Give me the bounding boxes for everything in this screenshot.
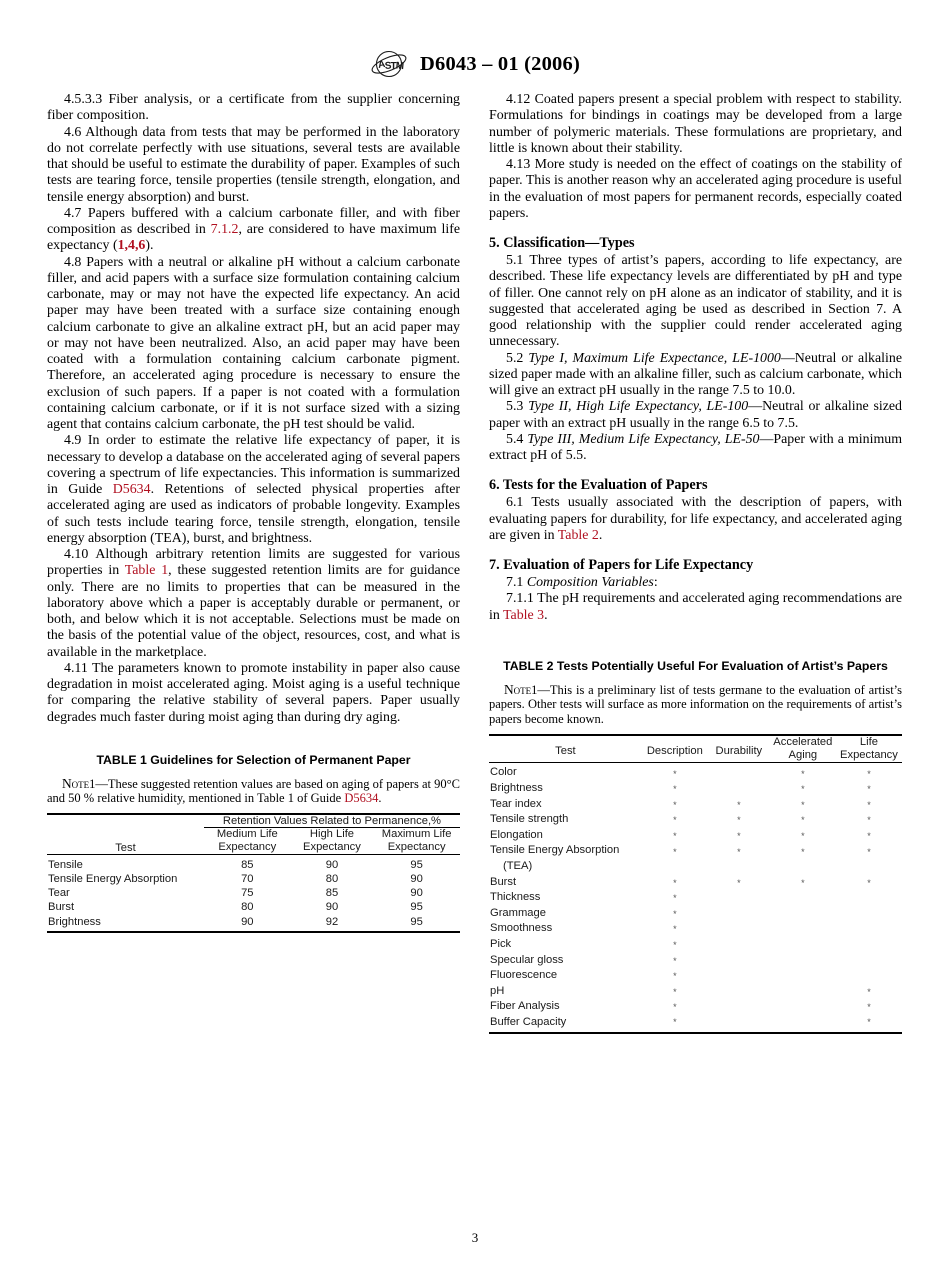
paragraph-4-12: 4.12 Coated papers present a special problem with respect to stability. Formulations for bindings in coatings may be developed from a large number of polymeric materials. These formulations are proprietary, and little is known about their stability. <box>489 92 902 156</box>
table-2-cell-empty <box>642 859 708 875</box>
table-2-body <box>489 762 902 1033</box>
table-2-cell-life-expectancy: * <box>867 986 871 997</box>
paragraph-5-2-number: 5.2 <box>506 350 529 366</box>
table-2-cell-life-expectancy <box>836 952 902 968</box>
table-row <box>489 890 902 906</box>
paragraph-4-7-text-b: , are considered to have maximum life expectancy ( <box>47 222 460 254</box>
section-heading-7: 7. Evaluation of Papers for Life Expectancy <box>489 557 754 573</box>
table-1-title: TABLE 1 Guidelines for Selection of Permanent Paper <box>96 752 411 767</box>
paragraph-7-1 <box>489 575 902 591</box>
table-1-cell-medium: 90 <box>204 915 291 932</box>
table-2-title: TABLE 2 Tests Potentially Useful For Evaluation of Artist’s Papers <box>503 658 888 673</box>
table-2-cell-empty <box>708 859 770 875</box>
table-row <box>489 906 902 922</box>
paragraph-4-9 <box>47 433 460 547</box>
reference-link-7-1-2[interactable]: 7.1.2 <box>210 222 239 237</box>
table-2-cell-accelerated-aging: * <box>801 784 805 795</box>
table-2-cell-test: Burst <box>490 875 517 888</box>
paragraph-6-1-text-b: . <box>598 527 603 543</box>
svg-text:T: T <box>390 61 397 72</box>
table-2-col-description: Description <box>642 735 708 763</box>
table-2-cell-life-expectancy: * <box>867 1002 871 1013</box>
table-1-block <box>47 753 460 933</box>
paragraph-4-5-3-3: 4.5.3.3 Fiber analysis, or a certificate from the supplier concerning fiber composition. <box>47 92 460 124</box>
table-2-cell-accelerated-aging <box>770 984 836 1000</box>
table-1-test-header-label: Test <box>115 842 136 855</box>
paragraph-7-1-number: 7.1 <box>506 575 527 590</box>
table-1-cell-high: 80 <box>325 873 339 886</box>
table-2-cell-life-expectancy: * <box>836 1015 902 1034</box>
table-2-cell-life-expectancy: * <box>867 799 871 810</box>
table-1-cell-medium: 80 <box>241 901 254 914</box>
table-2-cell-description: * <box>673 815 677 826</box>
paragraph-4-8: 4.8 Papers with a neutral or alkaline pH without a calcium carbonate filler, and acid papers with a surface size formulation containing calcium carbonate, may or may not have the expected life expectancy. An acid paper may have been treated with a surface size containing enough calcium carbonate to give an alkaline extract pH, but an acid paper may or may not have been neutralized. Also, an acid paper may have been coated with a formulation containing calcium carbonate pigment. Therefore, an accelerated aging procedure is necessary to ensure the exclusion of such papers. If a paper is not coated with a formulation containing calcium carbonate, or if it is not surface sized with a sizing agent that contains calcium carbonate, the pH test should be valid. <box>47 254 460 432</box>
table-2-cell-durability <box>708 1015 770 1034</box>
table-2-cell-accelerated-aging <box>770 937 836 953</box>
paragraph-4-7 <box>47 206 460 255</box>
note-label: Note <box>504 681 532 697</box>
table-1-cell-medium: 75 <box>241 887 254 900</box>
table-row <box>47 855 460 872</box>
table-1-group-header-row <box>47 814 460 828</box>
paragraph-4-9-text-b: . Retentions of selected physical properties after accelerated aging are used as indicators of probable longevity. Examples of such tests include tearing force, tensile strength, elongation, tensile energy absorption (TEA), burst, and brightness. <box>47 482 460 546</box>
table-2-cell-life-expectancy: * <box>867 877 871 888</box>
table-2-cell-description: * <box>642 1015 708 1034</box>
table-2-cell-test: Fiber Analysis <box>490 1000 560 1013</box>
table-2-cell-empty <box>836 859 902 875</box>
paragraph-5-3-term: Type II, High Life Expectancy, LE-100 <box>528 399 749 415</box>
table-2-cell-accelerated-aging <box>770 906 836 922</box>
left-column <box>47 92 460 1034</box>
table-2-cell-life-expectancy <box>836 921 902 937</box>
paragraph-5-4-term: Type III, Medium Life Expectancy, LE-50 <box>527 431 760 447</box>
table-row <box>489 952 902 968</box>
table-row <box>47 872 460 886</box>
table-1-cell-high: 90 <box>325 901 339 914</box>
table-2-cell-test: Tensile Energy Absorption <box>490 844 620 857</box>
table-2-cell-description: * <box>673 846 677 857</box>
table-2-cell-life-expectancy <box>836 937 902 953</box>
table-2-cell-accelerated-aging <box>770 968 836 984</box>
table-2-cell-durability: * <box>737 830 741 841</box>
section-heading-6: 6. Tests for the Evaluation of Papers <box>489 477 708 494</box>
paragraph-5-3-text: —Neutral or alkaline sized paper with an extract pH usually in the range 6.5 to 7.5. <box>489 399 902 431</box>
table-2-cell-durability: * <box>737 846 741 857</box>
table-1-cell-test: Tensile Energy Absorption <box>48 873 178 886</box>
paragraph-5-4-text: —Paper with a minimum extract pH of 5.5. <box>489 431 902 463</box>
table-2-cell-durability <box>708 762 770 781</box>
table-1-cell-maximum: 90 <box>410 873 423 886</box>
table-1-cell-high: 92 <box>291 915 374 932</box>
table-2-cell-description: * <box>673 971 677 982</box>
table-2-cell-test: Smoothness <box>490 922 553 935</box>
table-row <box>47 900 460 914</box>
table-2-note-text: 1—This is a preliminary list of tests germane to the evaluation of artist’s papers. Other tests will surface as more information on the requirements of artist’s papers become known. <box>489 682 902 726</box>
table-2-cell-test: Specular gloss <box>490 953 564 966</box>
table-1-note-text-b: . <box>378 791 382 806</box>
reference-link-table-1[interactable]: Table 1 <box>124 563 169 579</box>
paragraph-4-10 <box>47 547 460 661</box>
table-1-cell-maximum: 90 <box>410 887 423 900</box>
table-2-cell-description: * <box>673 893 677 904</box>
table-1-cell-maximum: 95 <box>373 855 460 872</box>
table-row <box>489 921 902 937</box>
paragraph-6-1 <box>489 495 902 544</box>
table-2-cell-life-expectancy: * <box>867 830 871 841</box>
table-2-cell-test: Pick <box>490 937 512 950</box>
paragraph-5-2 <box>489 351 902 400</box>
table-2-cell-durability <box>708 890 770 906</box>
table-2-cell-description: * <box>673 799 677 810</box>
paragraph-7-1-1 <box>489 591 902 624</box>
table-1-col-high: High Life Expectancy <box>291 827 374 854</box>
table-1-col-medium: Medium Life Expectancy <box>204 827 291 854</box>
reference-link-table-2[interactable]: Table 2 <box>557 527 599 543</box>
table-1-note-text-a: 1—These suggested retention values are based on aging of papers at 90°C and 50 % relative humidity, mentioned in Table 1 of Guide <box>47 776 460 806</box>
paragraph-4-10-text-a: 4.10 Although arbitrary retention limits are suggested for various properties in <box>47 547 460 579</box>
table-2-cell-test: pH <box>490 984 505 997</box>
paragraph-4-7-text-a: 4.7 Papers buffered with a calcium carbonate filler, and with fiber composition as described in <box>47 205 460 237</box>
astm-logo-icon <box>370 49 408 79</box>
paragraph-5-1: 5.1 Three types of artist’s papers, according to life expectancy, are described. These life expectancy levels are differentiated by pH and type of filler. One cannot rely on pH alone as an indicator of stability, and it is suggested that accelerated aging be used as described in Section 7. A good relationship with the supplier could render accelerated aging unnecessary. <box>489 253 902 350</box>
table-2-cell-life-expectancy: * <box>867 815 871 826</box>
table-2-cell-accelerated-aging: * <box>801 830 805 841</box>
table-1-body <box>47 855 460 932</box>
table-2-note <box>489 683 902 727</box>
table-2-cell-durability <box>708 999 770 1015</box>
table-2-cell-life-expectancy <box>836 890 902 906</box>
table-1-cell-test: Tensile <box>47 855 204 872</box>
reference-link-d5634-note[interactable]: D5634 <box>344 791 379 806</box>
table-row <box>489 781 902 797</box>
table-2-cell-test: Brightness <box>490 782 543 795</box>
table-2-cell-durability <box>708 906 770 922</box>
table-2-cell-test: Thickness <box>490 891 541 904</box>
paragraph-4-10-text-b: , these suggested retention limits are for guidance only. There are no limits to properties that can be measured in the laboratory above which a paper is acceptably durable or permanent, or both, and below which it is not acceptable. Selections must be made on the basis of the potential value of the object, resources, cost, and what is available in the marketplace. <box>47 563 460 660</box>
table-row <box>489 1015 902 1034</box>
reference-link-table-3[interactable]: Table 3 <box>503 607 545 623</box>
paragraph-6-1-text-a: 6.1 Tests usually associated with the description of papers, with evaluating papers for durability, for life expectancy, and accelerated aging are given in <box>489 495 902 543</box>
paragraph-5-3 <box>489 399 902 432</box>
paragraph-5-2-text: —Neutral or alkaline sized paper made with an alkaline filler, such as calcium carbonate, which will give an extract pH usually in the range 7.5 to 10.0. <box>489 350 902 398</box>
table-2-cell-test: Color <box>489 762 642 781</box>
paragraph-5-2-term: Type I, Maximum Life Expectance, LE-1000 <box>528 350 781 366</box>
table-1-cell-medium: 85 <box>204 855 291 872</box>
table-2-cell-description: * <box>673 955 677 966</box>
table-2-block <box>489 659 902 1035</box>
table-1-cell-high: 90 <box>291 855 374 872</box>
paragraph-4-6: 4.6 Although data from tests that may be performed in the laboratory do not correlate perfectly with use situations, several tests are available that should be useful to estimate the durability of paper. Examples of such tests are tearing force, tensile properties (tensile strength, elongation, and tensile energy absorption) and burst. <box>47 124 460 205</box>
paragraph-5-3-number: 5.3 <box>506 399 529 415</box>
table-2-col-test: Test <box>489 735 642 763</box>
table-1-cell-test: Tear <box>48 887 70 900</box>
table-2-cell-accelerated-aging <box>770 890 836 906</box>
table-2-cell-durability <box>708 921 770 937</box>
svg-text:A: A <box>377 58 387 71</box>
table-2-cell-accelerated-aging: * <box>801 815 805 826</box>
table-2-cell-life-expectancy <box>836 906 902 922</box>
table-2-cell-description: * <box>673 830 677 841</box>
table-row <box>489 937 902 953</box>
table-row <box>47 915 460 932</box>
table-2-cell-description: * <box>673 784 677 795</box>
table-2-cell-test: Fluorescence <box>490 969 558 982</box>
svg-text:M: M <box>395 60 405 73</box>
table-2-cell-durability <box>708 968 770 984</box>
paragraph-7-1-text: : <box>653 575 658 590</box>
table-1-cell-medium: 70 <box>241 873 254 886</box>
table-2-cell-test: Tensile strength <box>490 813 569 826</box>
table-2-cell-accelerated-aging <box>770 1015 836 1034</box>
paragraph-4-13: 4.13 More study is needed on the effect of coatings on the stability of paper. This is another reason why an accelerated aging procedure is useful in the evaluation of most papers for permanent records, especially coated papers. <box>489 157 902 221</box>
table-1-test-header <box>47 814 204 855</box>
table-2-cell-description: * <box>642 762 708 781</box>
table-1-cell-maximum: 95 <box>373 915 460 932</box>
table-row <box>489 828 902 844</box>
paragraph-7-1-1-text-b: . <box>544 607 548 623</box>
table-2-cell-life-expectancy: * <box>867 784 871 795</box>
table-2-header-row <box>489 735 902 763</box>
section-heading-5: 5. Classification—Types <box>489 235 635 251</box>
reference-link-d5634[interactable]: D5634 <box>112 482 151 497</box>
table-1-cell-high: 85 <box>325 887 339 900</box>
table-2-cell-accelerated-aging <box>770 999 836 1015</box>
table-2-head <box>489 735 902 763</box>
table-row <box>489 984 902 1000</box>
table-2-cell-durability <box>708 781 770 797</box>
document-designation: D6043 – 01 (2006) <box>420 52 580 75</box>
paragraph-5-4-number: 5.4 <box>506 431 528 447</box>
table-2-cell-test: Grammage <box>490 906 546 919</box>
table-2-cell-life-expectancy <box>836 968 902 984</box>
right-column <box>489 92 902 1034</box>
table-2-cell-description: * <box>673 924 677 935</box>
table-row <box>489 999 902 1015</box>
table-row <box>489 875 902 891</box>
svg-text:S: S <box>384 60 392 72</box>
table-2-cell-description: * <box>673 877 677 888</box>
paragraph-7-1-term: Composition Variables <box>526 575 654 590</box>
table-2-cell-accelerated-aging <box>770 921 836 937</box>
paragraph-4-7-text-c: ). <box>145 238 154 254</box>
table-2 <box>489 734 902 1035</box>
table-1-head <box>47 814 460 855</box>
table-2-cell-durability <box>708 984 770 1000</box>
table-2-cell-accelerated-aging <box>770 952 836 968</box>
table-2-cell-description: * <box>673 986 677 997</box>
table-2-col-durability: Durability <box>708 735 770 763</box>
table-row-continuation <box>489 859 902 875</box>
table-row <box>489 968 902 984</box>
table-1-group-header: Retention Values Related to Permanence,% <box>204 814 460 828</box>
table-2-cell-accelerated-aging: * <box>801 846 805 857</box>
table-1-cell-test: Brightness <box>47 915 204 932</box>
table-2-cell-life-expectancy: * <box>836 762 902 781</box>
table-2-cell-description: * <box>673 1002 677 1013</box>
paragraph-5-4 <box>489 432 902 465</box>
table-2-cell-accelerated-aging: * <box>801 877 805 888</box>
table-2-cell-durability: * <box>737 815 741 826</box>
table-row <box>489 762 902 781</box>
table-1-col-maximum: Maximum Life Expectancy <box>373 827 460 854</box>
table-2-cell-durability: * <box>737 877 741 888</box>
page-number: 3 <box>471 1230 479 1245</box>
table-row <box>489 812 902 828</box>
table-2-col-accelerated-aging: Accelerated Aging <box>770 735 836 763</box>
table-1-cell-test: Burst <box>48 901 75 914</box>
table-2-cell-test: Elongation <box>490 828 543 841</box>
table-row <box>489 843 902 859</box>
page-header <box>0 0 950 84</box>
reference-link-citations[interactable]: 1,4,6 <box>117 238 146 254</box>
table-row <box>489 797 902 813</box>
table-2-cell-test-continuation: (TEA) <box>503 860 533 872</box>
table-row <box>47 886 460 900</box>
table-2-col-life-expectancy: Life Expectancy <box>836 735 902 763</box>
table-2-cell-durability <box>708 937 770 953</box>
table-2-cell-test: Tear index <box>490 797 542 810</box>
paragraph-4-11: 4.11 The parameters known to promote instability in paper also cause degradation in moist accelerated aging. Moist aging is a useful technique for comparing the relative stability of several papers. Paper usually degrades much faster during moist aging than during dry aging. <box>47 660 460 725</box>
table-1 <box>47 813 460 933</box>
table-2-cell-durability <box>708 952 770 968</box>
table-2-cell-test: Buffer Capacity <box>489 1015 642 1034</box>
table-2-cell-accelerated-aging: * <box>770 762 836 781</box>
note-label: Note <box>62 775 90 791</box>
table-2-cell-empty <box>770 859 836 875</box>
two-column-body <box>47 92 903 1034</box>
table-1-note <box>47 777 460 806</box>
table-2-cell-accelerated-aging: * <box>801 799 805 810</box>
table-1-cell-maximum: 95 <box>410 901 423 914</box>
table-2-cell-description: * <box>673 940 677 951</box>
table-2-cell-life-expectancy: * <box>867 846 871 857</box>
paragraph-7-1-1-text-a: 7.1.1 The pH requirements and accelerated aging recommendations are in <box>489 591 902 623</box>
table-2-cell-description: * <box>673 908 677 919</box>
table-2-cell-durability: * <box>737 799 741 810</box>
paragraph-4-9-text-a: 4.9 In order to estimate the relative life expectancy of paper, it is necessary to develop a database on the accelerated aging of several papers covering a spectrum of life expectancies. This information is summarized in Guide <box>47 433 460 497</box>
